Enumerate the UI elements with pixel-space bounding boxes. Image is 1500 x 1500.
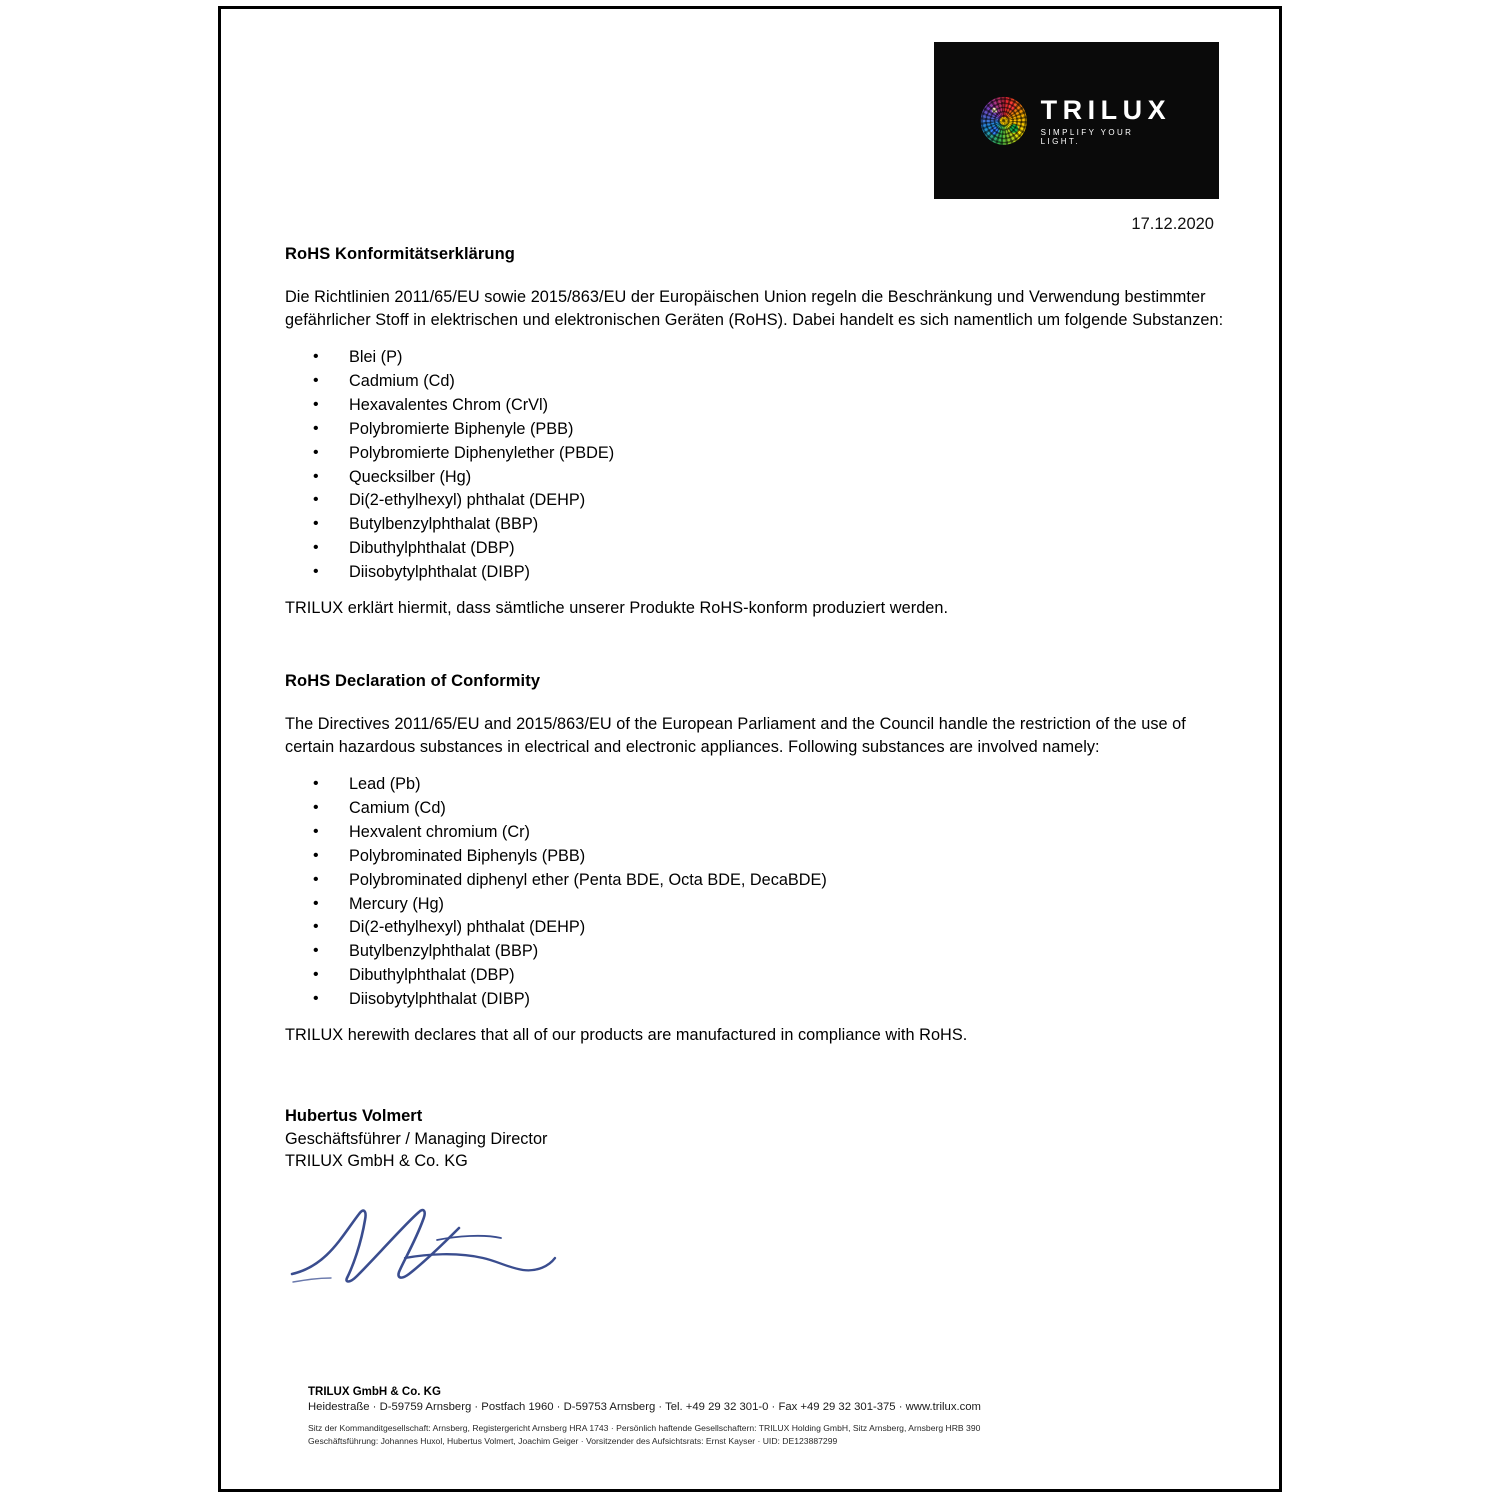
list-item: • Dibuthylphthalat (DBP) <box>313 964 1225 988</box>
section-spacer <box>285 634 1225 672</box>
list-item: • Lead (Pb) <box>313 773 1225 797</box>
logo-wordmark: TRILUX <box>1040 94 1172 125</box>
footer-company: TRILUX GmbH & Co. KG <box>308 1386 441 1399</box>
list-item: • Hexavalentes Chrom (CrVl) <box>313 394 1225 418</box>
trilux-sphere-icon <box>980 97 1026 145</box>
section-intro-en: The Directives 2011/65/EU and 2015/863/EU of the European Parliament and the Council handle the restriction of the use of certain hazardous substances in electrical and electronic appliances. Following substances are involved namely: <box>285 715 1186 757</box>
list-item: • Butylbenzylphthalat (BBP) <box>313 513 1225 537</box>
section-intro-de: Die Richtlinien 2011/65/EU sowie 2015/863/EU der Europäischen Union regeln die Beschränkung und Verwendung bestimmter gefährlicher Stoff in elektrischen und elektronischen Geräten (RoHS). Dabei handelt es sich namentlich um folgende Substanzen: <box>285 288 1224 330</box>
list-item: • Di(2-ethylhexyl) phthalat (DEHP) <box>313 489 1225 513</box>
logo-text <box>1041 95 1173 145</box>
section-closing-de: TRILUX erklärt hiermit, dass sämtliche unserer Produkte RoHS-konform produziert werden. <box>285 598 949 617</box>
footer-legal-line-2: Geschäftsführung: Johannes Huxol, Hubertus Volmert, Joachim Geiger · Vorsitzender des Aufsichtsrats: Ernst Kayser · UID: DE123887299 <box>308 1435 838 1446</box>
list-item: • Quecksilber (Hg) <box>313 466 1225 490</box>
signatory-company: TRILUX GmbH & Co. KG <box>285 1152 468 1171</box>
footer-legal-line-1: Sitz der Kommanditgesellschaft: Arnsberg, Registergericht Arnsberg HRA 1743 · Persönlich haftende Gesellschaftern: TRILUX Holding GmbH, Sitz Arnsberg, Arnsberg HRB 390 <box>308 1423 981 1434</box>
substance-list-en <box>285 773 1225 1012</box>
signature-spacer <box>285 1061 1225 1107</box>
substance-list-de <box>285 346 1225 585</box>
list-item: • Polybromierte Diphenylether (PBDE) <box>313 442 1225 466</box>
list-item: • Dibuthylphthalat (DBP) <box>313 537 1225 561</box>
list-item: • Diisobytylphthalat (DIBP) <box>313 561 1225 585</box>
list-item: • Mercury (Hg) <box>313 893 1225 917</box>
section-title-en: RoHS Declaration of Conformity <box>285 672 541 691</box>
signatory-name: Hubertus Volmert <box>285 1107 423 1126</box>
document-page <box>218 6 1282 1492</box>
page-content <box>221 9 1279 1489</box>
list-item: • Blei (P) <box>313 346 1225 370</box>
section-title-de: RoHS Konformitätserklärung <box>285 245 515 263</box>
list-item: • Diisobytylphthalat (DIBP) <box>313 988 1225 1012</box>
list-item: • Polybromierte Biphenyle (PBB) <box>313 418 1225 442</box>
list-item: • Polybrominated diphenyl ether (Penta BDE, Octa BDE, DecaBDE) <box>313 869 1225 893</box>
document-date: 17.12.2020 <box>1131 215 1214 233</box>
logo-tagline: SIMPLIFY YOUR LIGHT. <box>1040 127 1134 146</box>
signatory-role: Geschäftsführer / Managing Director <box>285 1130 548 1149</box>
document-body <box>285 245 1225 1296</box>
section-closing-en: TRILUX herewith declares that all of our products are manufactured in compliance with RoHS. <box>285 1025 968 1044</box>
list-item: • Butylbenzylphthalat (BBP) <box>313 940 1225 964</box>
list-item: • Polybrominated Biphenyls (PBB) <box>313 845 1225 869</box>
footer-address: Heidestraße · D-59759 Arnsberg · Postfach 1960 · D-59753 Arnsberg · Tel. +49 29 32 301-0 · Fax +49 29 32 301-375 · www.trilux.com <box>308 1401 981 1414</box>
list-item: • Di(2-ethylhexyl) phthalat (DEHP) <box>313 916 1225 940</box>
handwritten-signature <box>287 1196 587 1296</box>
page-footer <box>308 1386 1188 1447</box>
trilux-logo <box>934 42 1219 199</box>
list-item: • Cadmium (Cd) <box>313 370 1225 394</box>
list-item: • Hexvalent chromium (Cr) <box>313 821 1225 845</box>
list-item: • Camium (Cd) <box>313 797 1225 821</box>
logo-inner <box>980 95 1173 145</box>
